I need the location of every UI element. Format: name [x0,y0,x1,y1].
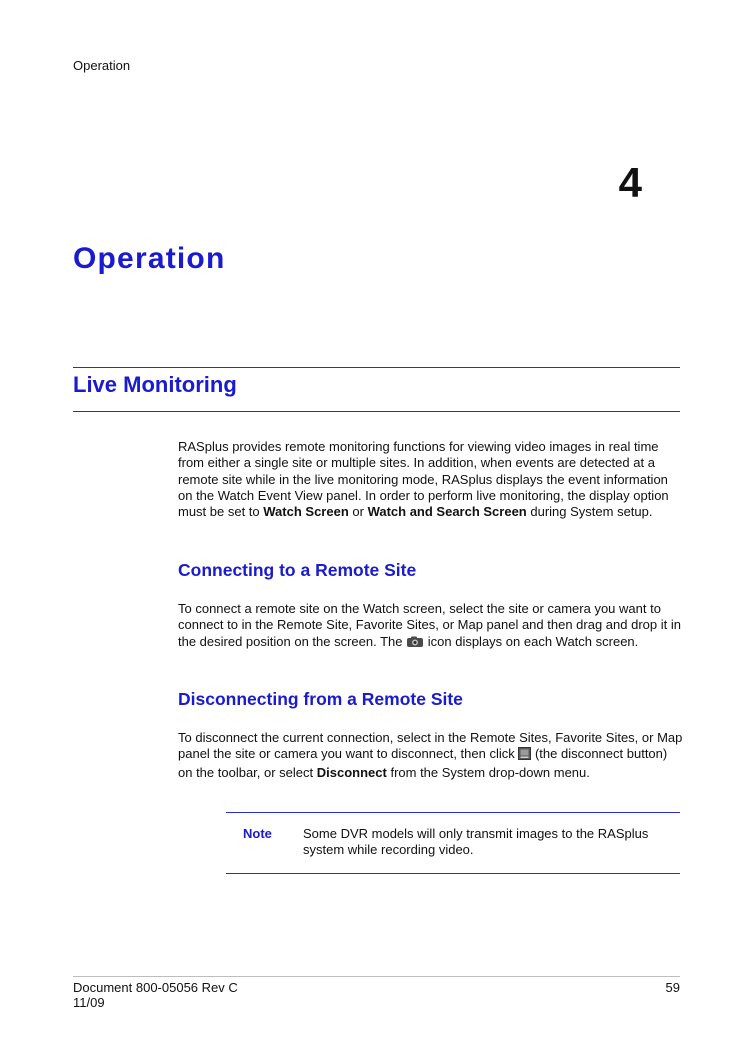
disconnecting-text-mid: (the disconnect button) on the toolbar, or select [178,746,668,780]
running-header: Operation [73,58,131,73]
connecting-text: To connect a remote site on the Watch screen, select the site or camera you want to connect to in the Remote Site, Favorite Sites, or Map panel and then drag and drop it in the desired position on the screen. The [178,601,681,649]
connecting-paragraph [178,601,683,652]
chapter-number: 4 [618,159,642,206]
section-rule-top [73,367,680,368]
disconnect-bold: Disconnect [316,764,387,780]
intro-bold-watch-and-search: Watch and Search Screen [367,504,527,520]
chapter-title: Operation [73,242,226,275]
intro-bold-watch-screen: Watch Screen [263,504,349,520]
footer-document-number: Document 800-05056 Rev C [73,980,238,995]
footer-date: 11/09 [73,995,105,1010]
section-rule-bottom [73,411,680,412]
note-label: Note [243,826,272,841]
note-rule-top [226,812,680,813]
disconnecting-paragraph [178,730,683,781]
intro-paragraph [178,439,683,520]
disconnecting-text-end: from the System drop-down menu. [386,764,590,780]
disconnect-icon [518,747,531,764]
footer-document-info [73,980,238,1010]
note-rule-bottom [226,873,680,874]
disconnecting-text: To disconnect the current connection, select in the Remote Sites, Favorite Sites, or Map panel the site or camera you want to disconnect, then click [178,730,683,762]
page-number: 59 [665,980,680,995]
intro-text-end: during System setup. [526,504,653,520]
note-text: Some DVR models will only transmit images to the RASplus system while recording video. [303,826,649,858]
intro-text: RASplus provides remote monitoring functions for viewing video images in real time from either a single site or multiple sites. In addition, when events are detected at a remote site while in the live monitoring mode, RASplus displays the event information on the Watch Event View panel. In order to perform live monitoring, the display option must be set to [178,439,669,520]
intro-text-or: or [348,504,368,520]
disconnecting-heading: Disconnecting from a Remote Site [178,689,463,709]
connecting-heading: Connecting to a Remote Site [178,560,417,580]
section-title: Live Monitoring [73,372,237,397]
footer-rule [73,976,680,977]
camera-icon [406,636,424,652]
connecting-text-end: icon displays on each Watch screen. [424,633,639,649]
